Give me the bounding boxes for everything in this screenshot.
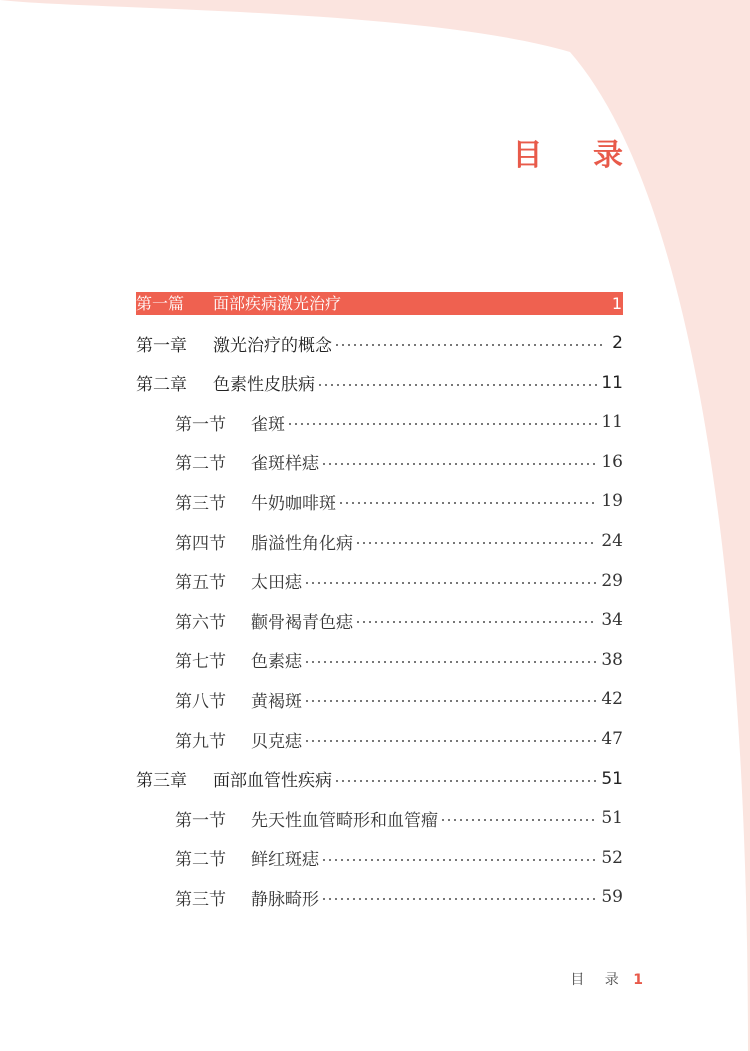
entry-title: 先天性血管畸形和血管瘤 [251, 810, 438, 831]
toc-section-row[interactable] [136, 645, 623, 675]
footer-page-number: 1 [633, 972, 643, 988]
dot-leader [304, 661, 597, 663]
entry-title: 颧骨褐青色痣 [251, 612, 353, 633]
entry-title: 黄褐斑 [251, 691, 302, 712]
entry-title: 牛奶咖啡斑 [251, 493, 336, 514]
entry-page: 34 [601, 610, 623, 631]
entry-page: 11 [601, 372, 623, 393]
toc-section-row[interactable] [136, 882, 623, 912]
entry-title: 静脉畸形 [251, 889, 319, 910]
part-title: 面部疾病激光治疗 [213, 294, 342, 313]
part-number: 第一篇 [136, 294, 185, 313]
entry-title: 脂溢性角化病 [251, 533, 353, 554]
entry-number: 第二节 [175, 454, 226, 475]
dot-leader [304, 740, 597, 742]
dot-leader [338, 502, 597, 504]
page-footer [570, 969, 643, 989]
dot-leader [321, 463, 597, 465]
entry-number: 第九节 [175, 731, 226, 752]
dot-leader [287, 423, 597, 425]
page-title: 目 录 [512, 138, 643, 173]
entry-page: 47 [601, 729, 623, 749]
entry-number: 第三节 [175, 493, 226, 514]
entry-title: 雀斑样痣 [251, 454, 319, 475]
entry-page: 38 [601, 649, 623, 670]
toc-section-row[interactable] [136, 526, 623, 556]
entry-page: 42 [601, 689, 623, 710]
entry-title: 太田痣 [251, 573, 302, 594]
entry-page: 19 [601, 491, 623, 512]
dot-leader [321, 859, 597, 861]
toc-section-row[interactable] [136, 724, 623, 754]
dot-leader [334, 780, 597, 782]
dot-leader [304, 582, 597, 584]
entry-number: 第二节 [175, 850, 226, 871]
toc-section-row[interactable] [136, 605, 623, 635]
toc-section-row[interactable] [136, 843, 623, 873]
entry-number: 第七节 [175, 652, 226, 673]
entry-page: 52 [601, 847, 623, 868]
entry-number: 第六节 [175, 612, 226, 633]
toc-section-row[interactable] [136, 803, 623, 833]
entry-number: 第四节 [175, 533, 226, 554]
entry-title: 激光治疗的概念 [213, 335, 332, 356]
entry-page: 59 [601, 887, 623, 908]
entry-title: 色素性皮肤病 [213, 375, 315, 396]
dot-leader [440, 819, 597, 821]
entry-title: 贝克痣 [251, 731, 302, 752]
dot-leader [317, 384, 597, 386]
toc-chapter-row[interactable] [136, 368, 623, 398]
dot-leader [321, 898, 597, 900]
entry-page: 51 [601, 768, 623, 789]
dot-leader [334, 344, 605, 346]
toc-section-row[interactable] [136, 407, 623, 437]
toc-section-row[interactable] [136, 684, 623, 714]
entry-number: 第一章 [136, 335, 187, 356]
dot-leader [355, 621, 597, 623]
entry-page: 16 [601, 451, 623, 472]
part-page: 1 [611, 294, 622, 313]
footer-label: 目 录 [570, 972, 627, 988]
entry-title: 色素痣 [251, 652, 302, 673]
entry-number: 第八节 [175, 691, 226, 712]
entry-page: 51 [601, 808, 623, 829]
toc-part-row[interactable] [136, 292, 623, 315]
entry-number: 第三章 [136, 771, 187, 792]
toc-chapter-row[interactable] [136, 328, 623, 358]
entry-number: 第三节 [175, 889, 226, 910]
dot-leader [304, 700, 597, 702]
entry-number: 第二章 [136, 375, 187, 396]
toc-chapter-row[interactable] [136, 764, 623, 794]
entry-page: 29 [601, 570, 623, 591]
entry-title: 鲜红斑痣 [251, 850, 319, 871]
toc-section-row[interactable] [136, 486, 623, 516]
entry-number: 第一节 [175, 810, 226, 831]
entry-number: 第一节 [175, 414, 226, 435]
entry-page: 24 [601, 531, 623, 551]
entry-page: 11 [601, 412, 623, 433]
table-of-contents [136, 292, 623, 910]
toc-section-row[interactable] [136, 447, 623, 477]
entry-number: 第五节 [175, 573, 226, 594]
entry-title: 面部血管性疾病 [213, 771, 332, 792]
entry-title: 雀斑 [251, 414, 285, 435]
entry-page: 2 [612, 333, 623, 353]
dot-leader [355, 542, 597, 544]
toc-section-row[interactable] [136, 566, 623, 596]
